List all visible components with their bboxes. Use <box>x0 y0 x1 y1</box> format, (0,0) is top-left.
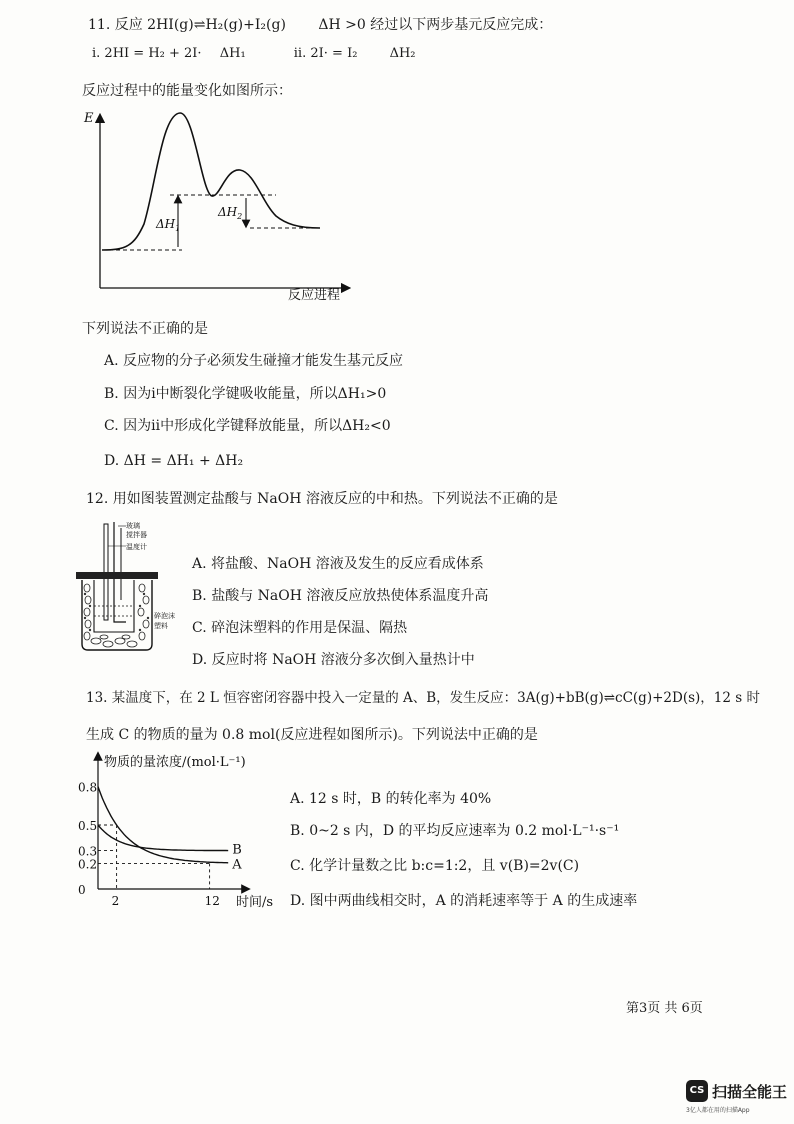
dh1-label: $\Delta H_1$ <box>156 217 181 233</box>
equilibrium-arrow-icon: ⇌ <box>193 17 206 33</box>
energy-axis-label: E <box>84 111 94 126</box>
q13-stem-line1: 13. 某温度下，在 2 L 恒容密闭容器中投入一定量的 A、B，发生反应：3A(g)+bB(g)⇌cC(g)+2D(s)，12 s 时 <box>86 690 760 706</box>
watermark-subtitle: 3亿人都在用的扫描App <box>686 1107 750 1114</box>
q11-option-b: B. 因为ⅰ中断裂化学键吸收能量，所以ΔH₁>0 <box>104 386 387 402</box>
q13-option-c: C. 化学计量数之比 b:c=1:2，且 v(B)=2v(C) <box>290 858 580 874</box>
energy-curve <box>102 113 320 250</box>
svg-text:温度计: 温度计 <box>126 543 147 551</box>
q12-stem: 12. 用如图装置测定盐酸与 NaOH 溶液反应的中和热。下列说法不正确的是 <box>86 491 558 507</box>
q13-option-d: D. 图中两曲线相交时，A 的消耗速率等于 A 的生成速率 <box>290 893 638 909</box>
watermark-name: 扫描全能王 <box>712 1083 788 1101</box>
energy-diagram <box>76 104 366 304</box>
svg-text:玻璃: 玻璃 <box>126 522 140 530</box>
q11-question: 下列说法不正确的是 <box>82 321 208 337</box>
series-b-line <box>98 825 228 851</box>
scanner-watermark <box>686 1078 790 1116</box>
y-tick-label: 0.3 <box>78 844 98 859</box>
page-number: 第3页 共 6页 <box>626 1001 703 1016</box>
q11-step-ii: ⅱ. 2I· = I₂ <box>293 46 358 61</box>
q11-stem: 11. 反应 2HI(g)⇌H₂(g)+I₂(g) ΔH >0 经过以下两步基元反应完成： <box>88 17 553 33</box>
y-tick-label: 0.5 <box>78 819 98 833</box>
q11-step-i: ⅰ. 2HI = H₂ + 2I· <box>92 46 202 61</box>
y-tick-label: 0.2 <box>78 857 98 872</box>
chart-title: 物质的量浓度/(mol·L⁻¹) <box>104 755 246 770</box>
progress-axis-label: 反应进程 <box>288 288 341 303</box>
outer-beaker <box>82 580 152 650</box>
y-tick-label: 0.8 <box>78 780 98 795</box>
series-a-label: A <box>232 857 242 873</box>
calorimeter-lid <box>76 572 158 579</box>
svg-text:碎泡沫: 碎泡沫 <box>154 612 175 620</box>
chart-x-label: 时间/s <box>236 895 274 910</box>
svg-text:塑料: 塑料 <box>154 622 168 630</box>
q12-option-b: B. 盐酸与 NaOH 溶液反应放热使体系温度升高 <box>192 588 489 604</box>
svg-text:搅拌器: 搅拌器 <box>126 531 147 539</box>
x-tick-label: 2 <box>111 894 120 908</box>
q11-option-c: C. 因为ⅱ中形成化学键释放能量，所以ΔH₂<0 <box>104 418 391 434</box>
q11-number: 11. <box>88 17 111 33</box>
q11-option-a: A. 反应物的分子必须发生碰撞才能发生基元反应 <box>104 353 404 369</box>
q11-steps: ⅰ. 2HI = H₂ + 2I· ΔH₁ ⅱ. 2I· = I₂ ΔH₂ <box>92 46 416 61</box>
q11-option-d: D. ΔH = ΔH₁ + ΔH₂ <box>104 453 244 469</box>
q12-option-d: D. 反应时将 NaOH 溶液分多次倒入量热计中 <box>192 652 475 668</box>
concentration-chart <box>76 748 288 914</box>
q13-option-a: A. 12 s 时，B 的转化率为 40% <box>290 791 492 807</box>
q12-option-a: A. 将盐酸、NaOH 溶液及发生的反应看成体系 <box>192 556 484 572</box>
y-tick-label: 0 <box>78 883 86 897</box>
series-b-label: B <box>232 842 242 858</box>
camscanner-logo-icon: CS <box>686 1080 708 1102</box>
q12-option-c: C. 碎泡沫塑料的作用是保温、隔热 <box>192 620 408 636</box>
q11-intro: 反应过程中的能量变化如图所示： <box>82 83 292 99</box>
q13-option-b: B. 0~2 s 内，D 的平均反应速率为 0.2 mol·L⁻¹·s⁻¹ <box>290 823 620 839</box>
q13-stem-line2: 生成 C 的物质的量为 0.8 mol(反应进程如图所示)。下列说法中正确的是 <box>86 727 538 743</box>
x-tick-label: 12 <box>204 894 220 908</box>
calorimeter-diagram <box>74 520 184 655</box>
dh2-label: $\Delta H_2$ <box>218 205 243 221</box>
series-a-line <box>98 787 228 863</box>
